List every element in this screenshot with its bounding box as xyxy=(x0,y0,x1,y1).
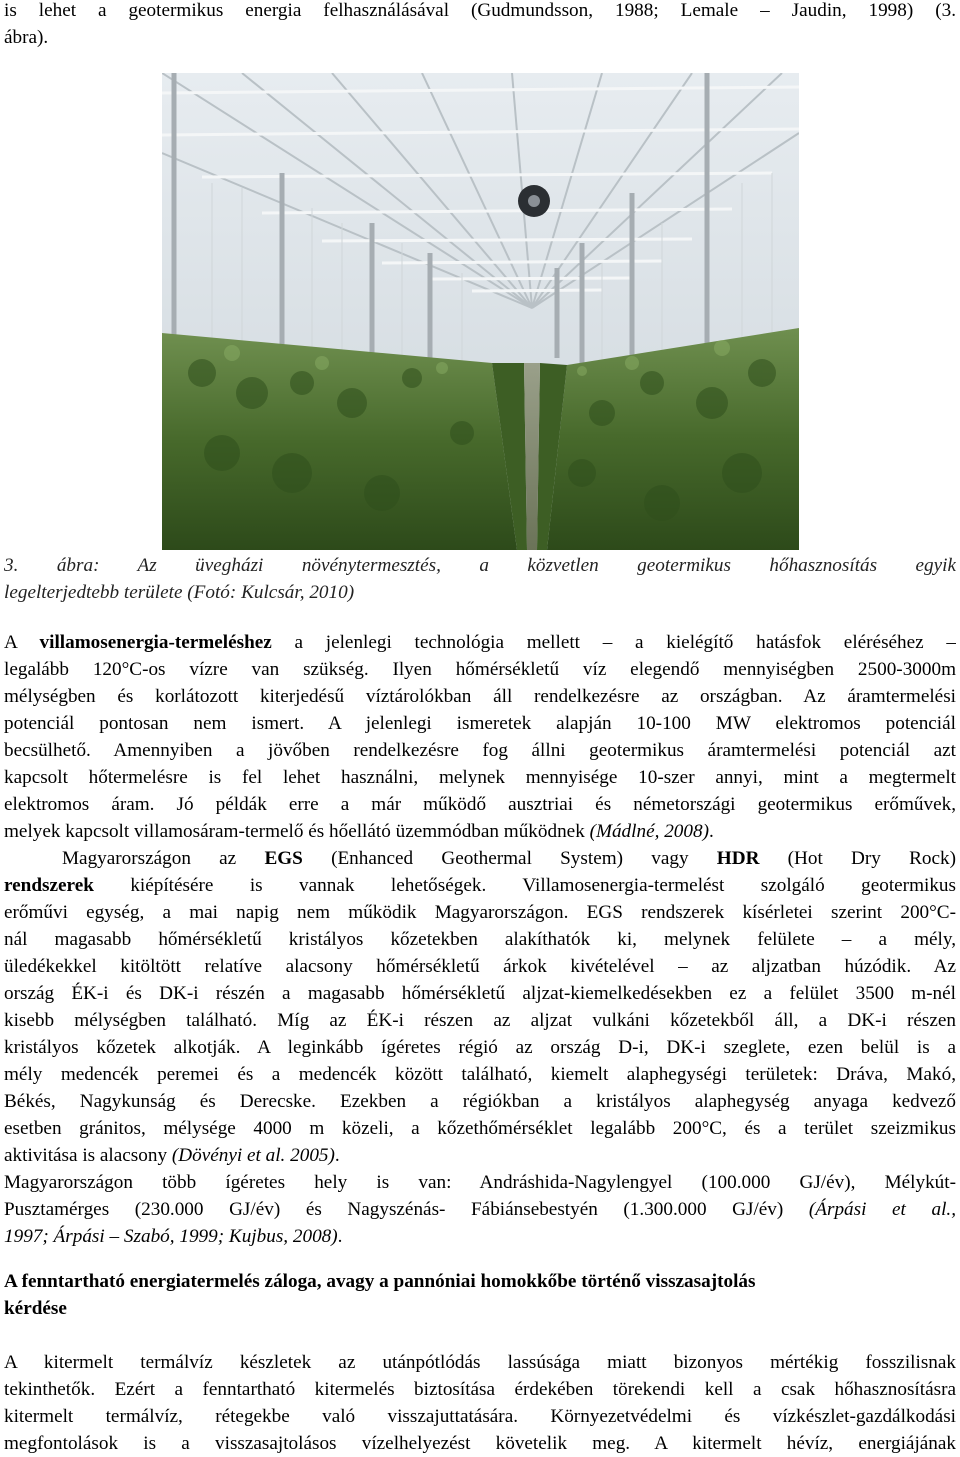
body-text-block-2 xyxy=(4,1349,956,1457)
para4-line: megfontolások is a visszasajtolásos vízelhelyezést követelik meg. A kitermelt hévíz, energiájának xyxy=(4,1433,956,1454)
para1-line: kapcsolt hőtermelésre is fel lehet használni, melynek mennyisége 10-szer annyi, mint a megtermelt xyxy=(4,767,956,788)
greenhouse-photo xyxy=(162,73,799,550)
section-heading xyxy=(4,1268,956,1322)
para2-line: mély medencék peremei és a medencék között található, kiemelt alaphegységi területek: Dráva, Makó, xyxy=(4,1064,956,1085)
para3-line: 1997; Árpási – Szabó, 1999; Kujbus, 2008). xyxy=(4,1226,343,1247)
fan-icon xyxy=(518,185,550,217)
para3-line: Magyarországon több ígéretes hely is van: Andráshida-Nagylengyel (100.000 GJ/év), Mélykút- xyxy=(4,1172,956,1193)
heading-line-2: kérdése xyxy=(4,1298,67,1319)
para1-line: mélységben és korlátozott kiterjedésű víztárolókban áll rendelkezésre az országban. Az áramtermelési xyxy=(4,686,956,707)
para1-line: A villamosenergia-termeléshez a jelenlegi technológia mellett – a kielégítő hatásfok eléréséhez – xyxy=(4,632,956,653)
para2-line: kisebb mélységben található. Míg az ÉK-i részen az aljzat vulkáni kőzetekből áll, a DK-i részen xyxy=(4,1010,956,1031)
para1-line: potenciál pontosan nem ismert. A jelenlegi ismeretek alapján 10-100 MW elektromos potenciál xyxy=(4,713,956,734)
body-text-block xyxy=(4,629,956,1250)
para4-line: A kitermelt termálvíz készletek az utánpótlódás lassúsága miatt bizonyos mértékig fosszilisnak xyxy=(4,1352,956,1373)
intro-line-1: is lehet a geotermikus energia felhasználásával (Gudmundsson, 1988; Lemale – Jaudin, 1998) (3. xyxy=(4,0,956,21)
intro-line-2: ábra). xyxy=(4,27,49,48)
para4-line: kitermelt termálvíz, rétegekbe való visszajuttatására. Környezetvédelmi és vízkészlet-gazdálkodási xyxy=(4,1406,956,1427)
para4-line: tekinthetők. Ezért a fenntartható kitermelés biztosítása érdekében törekendi kell a csak hőhasznosításra xyxy=(4,1379,956,1400)
para3-line: Pusztamérges (230.000 GJ/év) és Nagyszénás- Fábiánsebestyén (1.300.000 GJ/év) (Árpási et al., xyxy=(4,1199,956,1220)
para2-line: nál magasabb hőmérsékletű kristályos kőzetekben alakíthatók ki, melynek felülete – a mély, xyxy=(4,929,956,950)
para1-line: melyek kapcsolt villamosáram-termelő és hőellátó üzemmódban működnek (Mádlné, 2008). xyxy=(4,821,714,842)
caption-line-2: legelterjedtebb területe (Fotó: Kulcsár, 2010) xyxy=(4,582,355,603)
caption-line-1: 3. ábra: Az üvegházi növénytermesztés, a közvetlen geotermikus hőhasznosítás egyik xyxy=(4,555,956,576)
para2-line: esetben gránitos, mélysége 4000 m közeli, a kőzethőmérséklet legalább 200°C, és a terület szeizmikus xyxy=(4,1118,956,1139)
figure-caption xyxy=(4,552,956,606)
para2-line: aktivitása is alacsony (Dövényi et al. 2005). xyxy=(4,1145,340,1166)
para2-line: kristályos kőzetek alkotják. A leginkább ígéretes régió az ország D-i, DK-i szeglete, ezen belül is a xyxy=(4,1037,956,1058)
intro-paragraph xyxy=(4,0,956,51)
para2-line: ország ÉK-i és DK-i részén a magasabb hőmérsékletű aljzat-kiemelkedésekben ez a felület 3500 m-nél xyxy=(4,983,956,1004)
para2-line: üledékekkel kitöltött relatíve alacsony hőmérsékletű árkok kivételével – az aljzatban húzódik. Az xyxy=(4,956,956,977)
para1-line: legalább 120°C-os vízre van szükség. Ilyen hőmérsékletű víz elegendő mennyiségben 2500-3000m xyxy=(4,659,956,680)
para2-line: Békés, Nagykunság és Derecske. Ezekben a régiókban a kristályos alaphegység anyaga kedvező xyxy=(4,1091,956,1112)
para1-line: elektromos áram. Jó példák erre a már működő ausztriai és németországi geotermikus erőművek, xyxy=(4,794,956,815)
para2-line: erőművi egység, a mai napig nem működik Magyarországon. EGS rendszerek kísérletei szerint 200°C- xyxy=(4,902,956,923)
para2-line: rendszerek kiépítésére is vannak lehetőségek. Villamosenergia-termelést szolgáló geotermikus xyxy=(4,875,956,896)
para2-line: Magyarországon az EGS (Enhanced Geothermal System) vagy HDR (Hot Dry Rock) xyxy=(62,848,956,869)
para1-line: becsülhető. Amennyiben a jövőben rendelkezésre fog állni geotermikus áramtermelési potenciál azt xyxy=(4,740,956,761)
heading-line-1: A fenntartható energiatermelés záloga, avagy a pannóniai homokkőbe történő visszasajtolás xyxy=(4,1271,756,1292)
